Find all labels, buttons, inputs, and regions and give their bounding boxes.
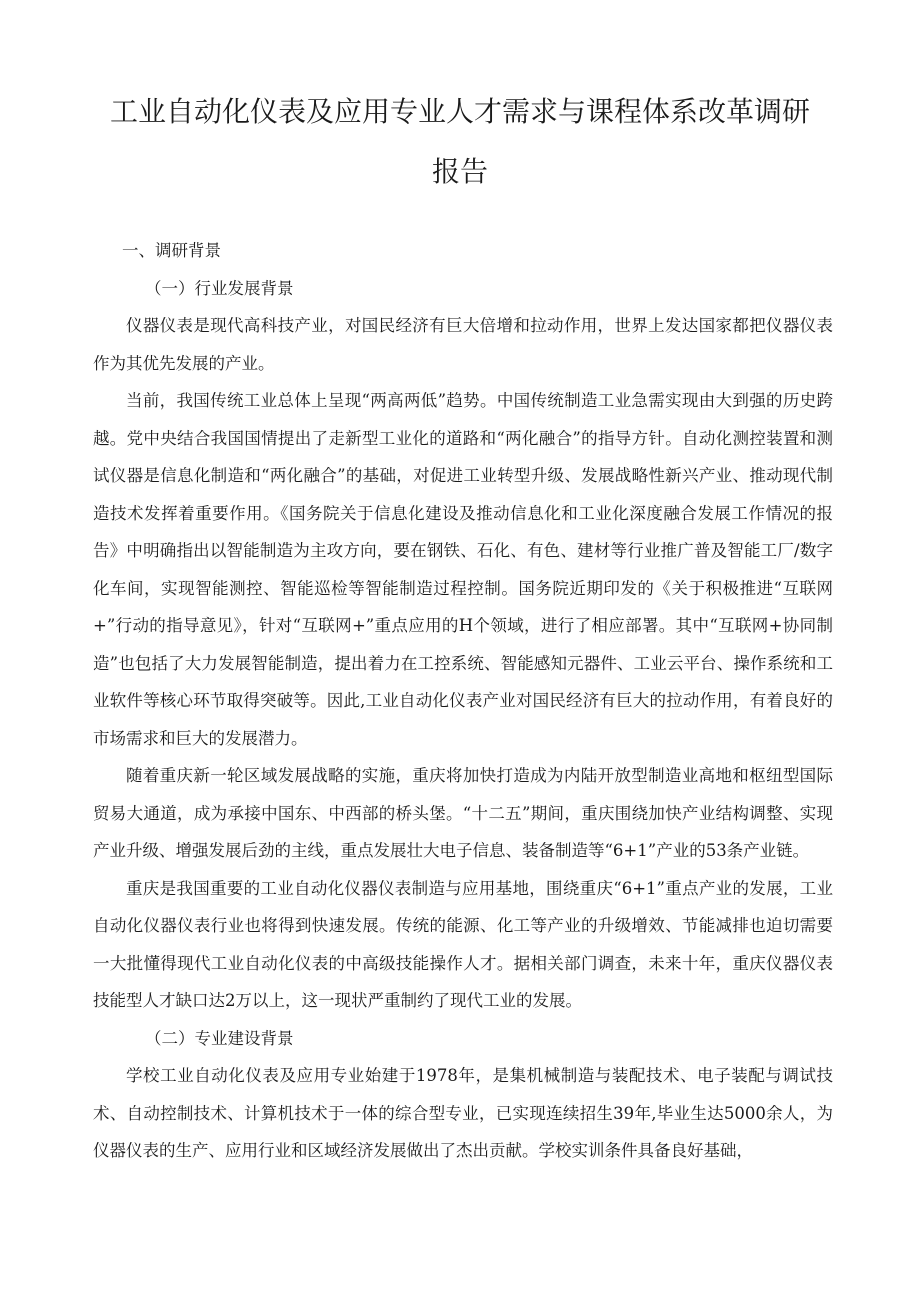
paragraph: 仪器仪表是现代高科技产业，对国民经济有巨大倍增和拉动作用，世界上发达国家都把仪器仪表作为其优先发展的产业。 — [93, 316, 833, 373]
document-body — [93, 232, 833, 1170]
paragraph: 学校工业自动化仪表及应用专业始建于1978年，是集机械制造与装配技术、电子装配与调试技术、自动控制技术、计算机技术于一体的综合型专业，已实现连续招生39年,毕业生达5000余人，为仪器仪表的生产、应用行业和区域经济发展做出了杰出贡献。学校实训条件具备良好基础， — [93, 1066, 833, 1160]
paragraph: 重庆是我国重要的工业自动化仪器仪表制造与应用基地，围绕重庆“6+1”重点产业的发展，工业自动化仪器仪表行业也将得到快速发展。传统的能源、化工等产业的升级增效、节能减排也迫切需要一大批懂得现代工业自动化仪表的中高级技能操作人才。据相关部门调查，未来十年，重庆仪器仪表技能型人才缺口达2万以上，这一现状严重制约了现代工业的发展。 — [93, 878, 833, 1010]
paragraph: 随着重庆新一轮区域发展战略的实施，重庆将加快打造成为内陆开放型制造业高地和枢纽型国际贸易大通道，成为承接中国东、中西部的桥头堡。“十二五”期间，重庆围绕加快产业结构调整、实现产业升级、增强发展后劲的主线，重点发展壮大电子信息、装备制造等“6+1”产业的53条产业链。 — [93, 766, 833, 860]
subsection-heading: （二）专业建设背景 — [145, 1028, 294, 1048]
section-heading: 一、调研背景 — [122, 241, 221, 260]
paragraph: 当前，我国传统工业总体上呈现“两高两低”趋势。中国传统制造工业急需实现由大到强的历史跨越。党中央结合我国国情提出了走新型工业化的道路和“两化融合”的指导方针。自动化测控装置和测试仪器是信息化制造和“两化融合”的基础，对促进工业转型升级、发展战略性新兴产业、推动现代制造技术发挥着重要作用。《国务院关于信息化建设及推动信息化和工业化深度融合发展工作情况的报告》中明确指出以智能制造为主攻方向，要在钢铁、石化、有色、建材等行业推广普及智能工厂/数字化车间，实现智能测控、智能巡检等智能制造过程控制。国务院近期印发的《关于积极推进“互联网+”行动的指导意见》，针对“互联网+”重点应用的H个领域，进行了相应部署。其中“互联网+协同制造”也包括了大力发展智能制造，提出着力在工控系统、智能感知元器件、工业云平台、操作系统和工业软件等核心环节取得突破等。因此,工业自动化仪表产业对国民经济有巨大的拉动作用，有着良好的市场需求和巨大的发展潜力。 — [93, 391, 833, 748]
title-line-1: 工业自动化仪表及应用专业人才需求与课程体系改革调研 — [109, 95, 810, 128]
document-title — [100, 82, 820, 202]
subsection-heading: （一）行业发展背景 — [145, 278, 294, 298]
title-line-2: 报告 — [431, 155, 488, 188]
